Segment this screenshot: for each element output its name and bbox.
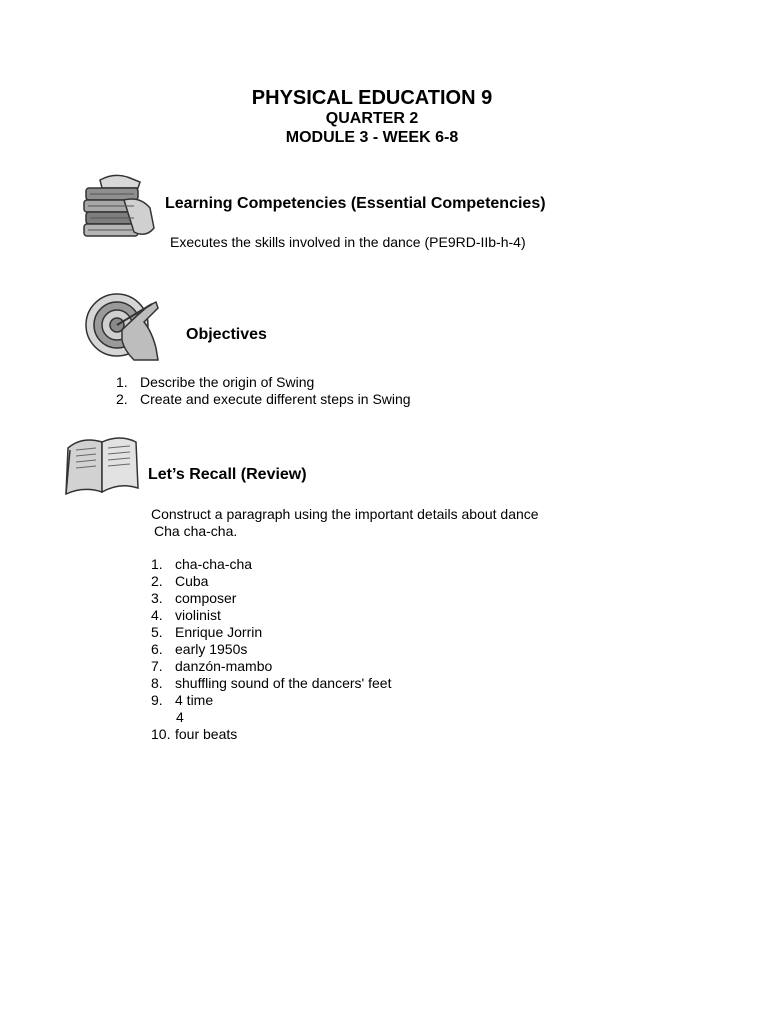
recall-instruction	[151, 506, 539, 540]
list-text: cha-cha-cha	[175, 556, 253, 572]
list-text: composer	[175, 590, 237, 606]
list-number: 6.	[151, 641, 163, 657]
competencies-heading: Learning Competencies (Essential Competencies)	[165, 195, 546, 212]
time-signature-denominator: 4	[176, 709, 184, 725]
list-number: 2.	[116, 391, 128, 407]
list-text: Create and execute different steps in Swing	[140, 391, 411, 407]
list-item	[151, 590, 391, 607]
list-item	[151, 624, 391, 641]
list-item	[151, 675, 391, 692]
list-item	[151, 607, 391, 624]
list-number: 8.	[151, 675, 163, 691]
objectives-heading: Objectives	[186, 326, 267, 343]
list-item	[116, 374, 411, 391]
list-item	[151, 573, 391, 590]
target-icon	[84, 292, 170, 362]
list-item	[151, 726, 391, 743]
list-text: early 1950s	[175, 641, 248, 657]
list-text: four beats	[175, 726, 238, 742]
list-item	[151, 692, 391, 726]
list-text: 4 time	[175, 692, 214, 708]
list-text: Enrique Jorrin	[175, 624, 263, 640]
list-text: shuffling sound of the dancers' feet	[175, 675, 392, 691]
list-item	[151, 556, 391, 573]
list-number: 7.	[151, 658, 163, 674]
recall-list	[151, 556, 391, 743]
list-text: Cuba	[175, 573, 209, 589]
quarter-label: QUARTER 2	[325, 110, 419, 127]
list-number: 2.	[151, 573, 163, 589]
list-text: danzón-mambo	[175, 658, 273, 674]
module-label: MODULE 3 - WEEK 6-8	[285, 129, 459, 146]
competencies-text: Executes the skills involved in the dance (PE9RD-IIb-h-4)	[170, 234, 526, 250]
list-number: 4.	[151, 607, 163, 623]
list-item	[116, 391, 411, 408]
list-text: Describe the origin of Swing	[140, 374, 315, 390]
page-title: PHYSICAL EDUCATION 9	[251, 87, 493, 109]
objectives-list	[116, 374, 411, 408]
list-number: 5.	[151, 624, 163, 640]
recall-instruction-line: Cha cha-cha.	[154, 523, 238, 539]
list-number: 1.	[116, 374, 128, 390]
list-item	[151, 658, 391, 675]
list-number: 1.	[151, 556, 163, 572]
list-number: 9.	[151, 692, 163, 708]
books-icon	[80, 172, 158, 242]
list-number: 10.	[151, 726, 171, 742]
recall-instruction-line: Construct a paragraph using the important details about dance	[151, 506, 539, 522]
list-text: violinist	[175, 607, 221, 623]
recall-heading: Let’s Recall (Review)	[148, 466, 307, 483]
list-item	[151, 641, 391, 658]
open-book-icon	[62, 428, 142, 498]
list-number: 3.	[151, 590, 163, 606]
